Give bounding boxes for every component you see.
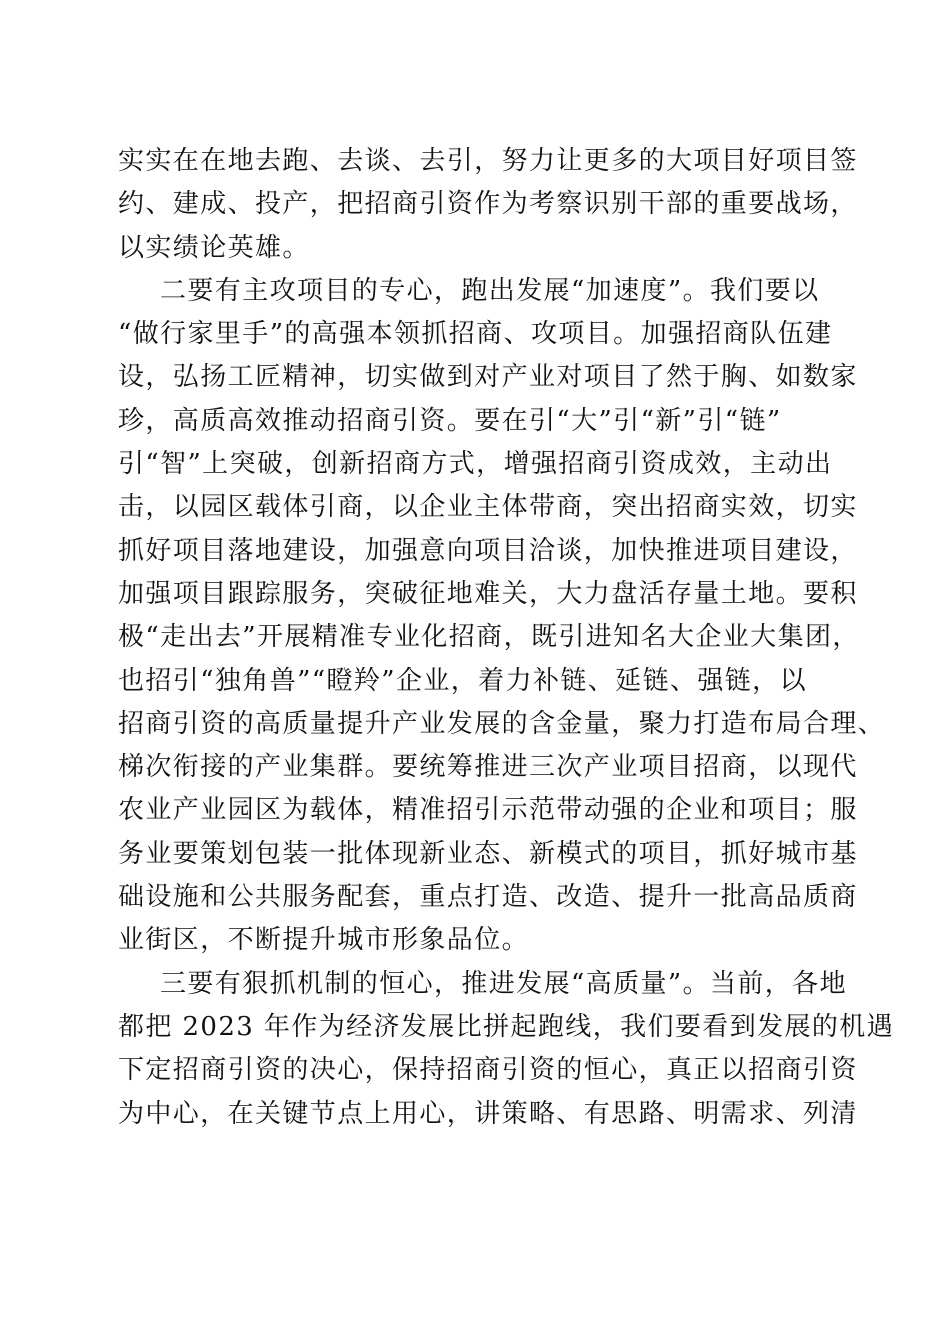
text-line: 业街区，不断提升城市形象品位。 (118, 925, 530, 956)
text-line: 为中心，在关键节点上用心，讲策略、有思路、明需求、列清 (118, 1098, 858, 1129)
text-line: “做行家里手”的高强本领抓招商、攻项目。加强招商队伍建 (118, 319, 833, 350)
text-line: 础设施和公共服务配套，重点打造、改造、提升一批高品质商 (118, 882, 858, 913)
text-line: 也招引“独角兽”“瞪羚”企业，着力补链、延链、强链，以 (118, 665, 807, 696)
paragraph-2-first-line: 二要有主攻项目的专心，跑出发展“加速度”。我们要以 (160, 275, 820, 306)
text-line: 以实绩论英雄。 (118, 232, 310, 263)
text-line: 实实在在地去跑、去谈、去引，努力让更多的大项目好项目签 (118, 146, 858, 176)
text-line: 都把 2023 年作为经济发展比拼起跑线，我们要看到发展的机遇 (118, 1011, 895, 1042)
text-line: 务业要策划包装一批体现新业态、新模式的项目，抓好城市基 (118, 838, 858, 869)
body-text (118, 140, 895, 1136)
text-line: 击，以园区载体引商，以企业主体带商，突出招商实效，切实 (118, 492, 858, 523)
text-line: 招商引资的高质量提升产业发展的含金量，聚力打造布局合理、 (118, 708, 886, 739)
text-line: 设，弘扬工匠精神，切实做到对产业对项目了然于胸、如数家 (118, 362, 858, 393)
text-line: 引“智”上突破，创新招商方式，增强招商引资成效，主动出 (118, 449, 833, 480)
text-line: 梯次衔接的产业集群。要统筹推进三次产业项目招商，以现代 (118, 752, 858, 783)
paragraph-3-first-line: 三要有狠抓机制的恒心，推进发展“高质量”。当前，各地 (160, 968, 847, 999)
text-line: 下定招商引资的决心，保持招商引资的恒心，真正以招商引资 (118, 1055, 858, 1086)
text-line: 约、建成、投产，把招商引资作为考察识别干部的重要战场， (118, 189, 858, 220)
text-line: 珍，高质高效推动招商引资。要在引“大”引“新”引“链” (118, 405, 782, 436)
text-line: 加强项目跟踪服务，突破征地难关，大力盘活存量土地。要积 (118, 578, 858, 609)
text-line: 抓好项目落地建设，加强意向项目洽谈，加快推进项目建设， (118, 535, 858, 566)
text-line: 农业产业园区为载体，精准招引示范带动强的企业和项目；服 (118, 795, 858, 826)
text-line: 极“走出去”开展精准专业化招商，既引进知名大企业大集团， (118, 622, 860, 653)
